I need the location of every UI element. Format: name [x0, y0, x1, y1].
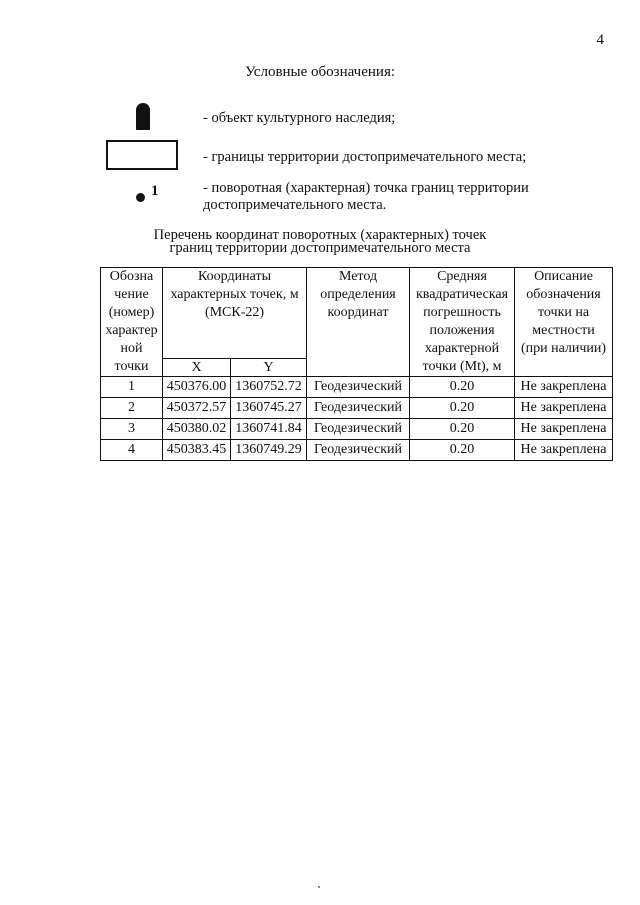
turning-point-number: 1 — [151, 183, 159, 199]
table-caption: Перечень координат поворотных (характерных) точек границ территории достопримечательного места — [153, 227, 487, 256]
table-row — [101, 398, 613, 419]
table-header-row — [101, 268, 613, 359]
header-y: Y — [231, 359, 307, 377]
header-coordinates: Координаты характерных точек, м (МСК-22) — [163, 268, 307, 359]
table-row — [101, 440, 613, 461]
cell-num: 4 — [101, 440, 163, 461]
cell-description: Не закреплена — [515, 377, 613, 398]
legend-text-point: - поворотная (характерная) точка границ территории достопримечательного места. — [203, 180, 529, 213]
cell-y: 1360741.84 — [231, 419, 307, 440]
page-number: 4 — [596, 32, 604, 48]
cell-description: Не закреплена — [515, 419, 613, 440]
turning-point-icon — [136, 193, 145, 202]
header-description: Описание обозначения точки на местности (при наличии) — [515, 268, 613, 377]
cell-error: 0.20 — [410, 419, 515, 440]
table-row — [101, 419, 613, 440]
cell-y: 1360752.72 — [231, 377, 307, 398]
table-row — [101, 377, 613, 398]
cell-method: Геодезический — [307, 440, 410, 461]
cell-error: 0.20 — [410, 398, 515, 419]
cell-error: 0.20 — [410, 377, 515, 398]
cell-num: 2 — [101, 398, 163, 419]
scan-speck — [318, 886, 320, 888]
cell-method: Геодезический — [307, 377, 410, 398]
heritage-object-icon — [136, 103, 150, 130]
cell-method: Геодезический — [307, 419, 410, 440]
cell-y: 1360749.29 — [231, 440, 307, 461]
cell-x: 450380.02 — [163, 419, 231, 440]
header-error: Средняя квадратическая погрешность положения характерной точки (Mt), м — [410, 268, 515, 377]
cell-y: 1360745.27 — [231, 398, 307, 419]
coordinates-table — [100, 267, 613, 461]
cell-x: 450376.00 — [163, 377, 231, 398]
cell-num: 1 — [101, 377, 163, 398]
territory-boundary-icon — [106, 140, 178, 170]
header-method: Метод определения координат — [307, 268, 410, 377]
cell-error: 0.20 — [410, 440, 515, 461]
header-x: X — [163, 359, 231, 377]
cell-num: 3 — [101, 419, 163, 440]
legend-title: Условные обозначения: — [244, 64, 396, 80]
cell-x: 450383.45 — [163, 440, 231, 461]
cell-description: Не закреплена — [515, 440, 613, 461]
cell-method: Геодезический — [307, 398, 410, 419]
legend-text-heritage: - объект культурного наследия; — [203, 110, 396, 126]
cell-x: 450372.57 — [163, 398, 231, 419]
header-designation: Обозна чение (номер) характер ной точки — [101, 268, 163, 377]
cell-description: Не закреплена — [515, 398, 613, 419]
legend-text-boundary: - границы территории достопримечательного места; — [203, 149, 527, 165]
